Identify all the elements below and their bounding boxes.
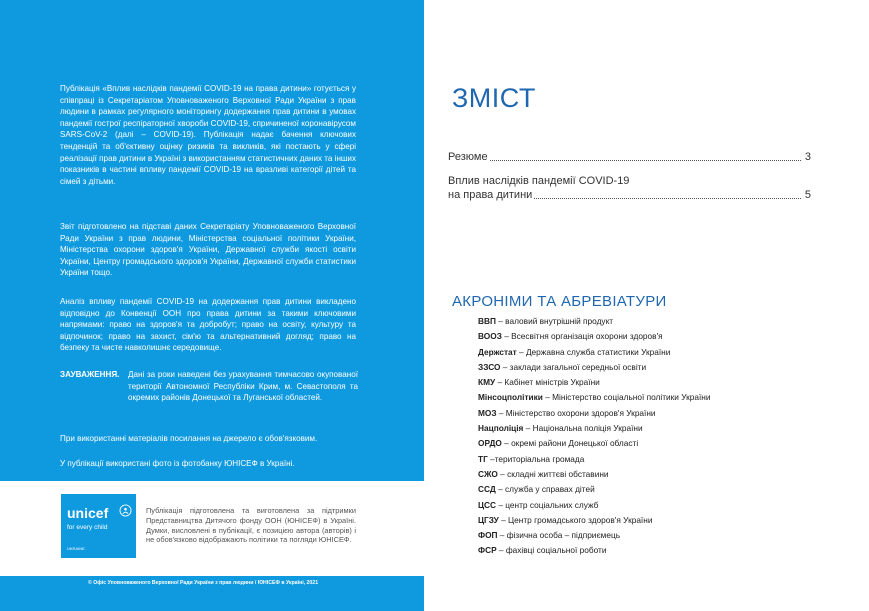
acronym-abbr: ВООЗ [478,331,502,342]
left-info-panel [0,0,424,611]
citation-paragraph: При використанні матеріалів посилання на джерело є обов'язковим. [60,434,318,443]
acronym-abbr: Держстат [478,346,517,357]
intro-paragraph: Публікація «Вплив наслідків пандемії COVID-19 на права дитини» готується у співпраці із Секретаріатом Уповноваженого Верховної Ради України з прав людини в рамках регулярного моніторингу додержання прав дитини в умовах пандемії гострої респіраторної хвороби COVID-19, спричиненої коронавірусом SARS-CoV-2 (далі – COVID-19). Публікація надає бачення ключових тенденцій та об'єктивну оцінку ризиків та викликів, які постають у сфері реалізації прав дитини в Україні з використанням статистичних даних та інших показників в частині впливу пандемії COVID-19 на вразливі категорії дітей та сімей з дітьми. [60,84,356,186]
acronym-definition: – фахівці соціальної роботи [496,545,607,556]
acronym-item [478,329,711,344]
acronym-definition: – Міністерство охорони здоров'я України [496,407,656,418]
analysis-paragraph: Аналіз впливу пандемії COVID-19 на додержання прав дитини викладено відповідно до Конвенції ООН про права дитини за такими ключовими напрямами: право на здоров'я та добробут; право на освіту, культуру та відпочинок; право на захист, сім'ю та альтернативний догляд; право на безпеку та чисте навколишнє середовище. [60,297,356,353]
acronym-abbr: Нацполіція [478,423,524,434]
acronym-abbr: ТГ [478,453,488,464]
acronym-abbr: КМУ [478,377,496,388]
sources-paragraph: Звіт підготовлено на підставі даних Секретаріату Уповноваженого Верховної Ради України з прав людини, Міністерства соціальної політики України, Міністерства охорони здоров'я України, Державної служби якості освіти України, Центру громадського здоров'я України, Державної служби статистики України тощо. [60,222,356,278]
acronym-definition: – фізична особа – підприємець [497,530,621,541]
acronym-item [478,513,711,528]
acronym-definition: – центр соціальних служб [496,499,599,510]
toc-entry-covid-impact[interactable] [448,174,811,202]
disclaimer-text: Публікація підготовлена та виготовлена за підтримки Представництва Дитячого фонду ООН (ЮНІСЕФ) в Україні. Думки, висловлені в публікації, є позицією автора (авторів) і не обов'язково відображають політики та погляди ЮНІСЕФ. [146,506,356,545]
acronym-definition: – валовий внутрішній продукт [495,316,614,326]
toc-entry-label-line2: на права дитини [448,189,533,201]
acronym-abbr: ФСР [478,545,497,556]
toc-leader-dots [448,160,801,161]
logo-tagline: for every child [67,524,108,531]
unicef-logo [61,494,136,558]
acronym-item [478,543,711,558]
acronym-abbr: ФОП [478,530,498,541]
unicef-globe-icon [119,504,132,517]
logo-country: UKRAINE [67,546,85,551]
note-label: ЗАУВАЖЕННЯ. [60,370,120,379]
toc-entry-label-line1: Вплив наслідків пандемії COVID-19 [448,175,630,187]
toc-page-number: 5 [804,189,811,201]
copyright-bar [0,576,424,611]
acronym-definition: – Центр громадського здоров'я України [498,514,653,525]
acronym-definition: – Міністерство соціальної політики України [542,392,711,403]
acronym-abbr: ЦГЗУ [478,514,499,525]
acronym-abbr: ССД [478,484,496,495]
acronym-definition: – Всесвітня організація охорони здоров'я [501,331,663,342]
acronym-definition: – заклади загальної середньої освіти [500,361,647,372]
photo-credit-paragraph: У публікації використані фото із фотобанку ЮНІСЕФ в Україні. [60,459,295,468]
acronym-definition: – Національна поліція України [523,423,643,434]
acronym-definition: – окремі райони Донецької області [501,438,639,449]
acronym-definition: – служба у справах дітей [495,484,595,495]
acronym-item [478,528,711,543]
acronym-definition: –територіальна громада [487,453,585,464]
acronym-abbr: ОРДО [478,438,502,449]
acronym-item [478,436,711,451]
acronym-item [478,345,711,360]
acronym-definition: – складні життєві обставини [497,468,609,479]
acronym-item [478,482,711,497]
toc-page-number: 3 [804,151,811,163]
toc-entry-summary[interactable] [448,150,811,164]
acronym-abbr: ЦСС [478,499,497,510]
acronym-item [478,498,711,513]
acronym-item [478,452,711,467]
acronym-definition: – Кабінет міністрів України [495,377,600,388]
acronym-item [478,467,711,482]
acronym-item [478,375,711,390]
toc-title: ЗМІСТ [452,83,536,113]
acronym-item [478,360,711,375]
acronym-abbr: СЖО [478,468,498,479]
acronyms-title: АКРОНІМИ ТА АБРЕВІАТУРИ [452,293,667,310]
acronym-item [478,421,711,436]
acronym-definition: – Державна служба статистики України [516,346,671,357]
copyright-text: © Офіс Уповноваженого Верховної Ради України з прав людини / ЮНІСЕФ в Україні, 2021 [88,580,319,586]
acronym-item [478,314,711,329]
acronym-item [478,390,711,405]
logo-wordmark: unicef [67,505,109,521]
acronym-abbr: МОЗ [478,407,497,418]
acronym-abbr: ВВП [478,316,496,326]
toc-entry-label: Резюме [448,151,488,163]
acronym-item [478,406,711,421]
acronyms-list [478,314,711,559]
note-text: Дані за роки наведені без урахування тимчасово окупованої території Автономної Республіки Крим, м. Севастополя та окремих районів Донецької та Луганської областей. [128,370,358,403]
acronym-abbr: Мінсоцполітики [478,392,543,403]
acronym-abbr: ЗЗСО [478,361,501,372]
